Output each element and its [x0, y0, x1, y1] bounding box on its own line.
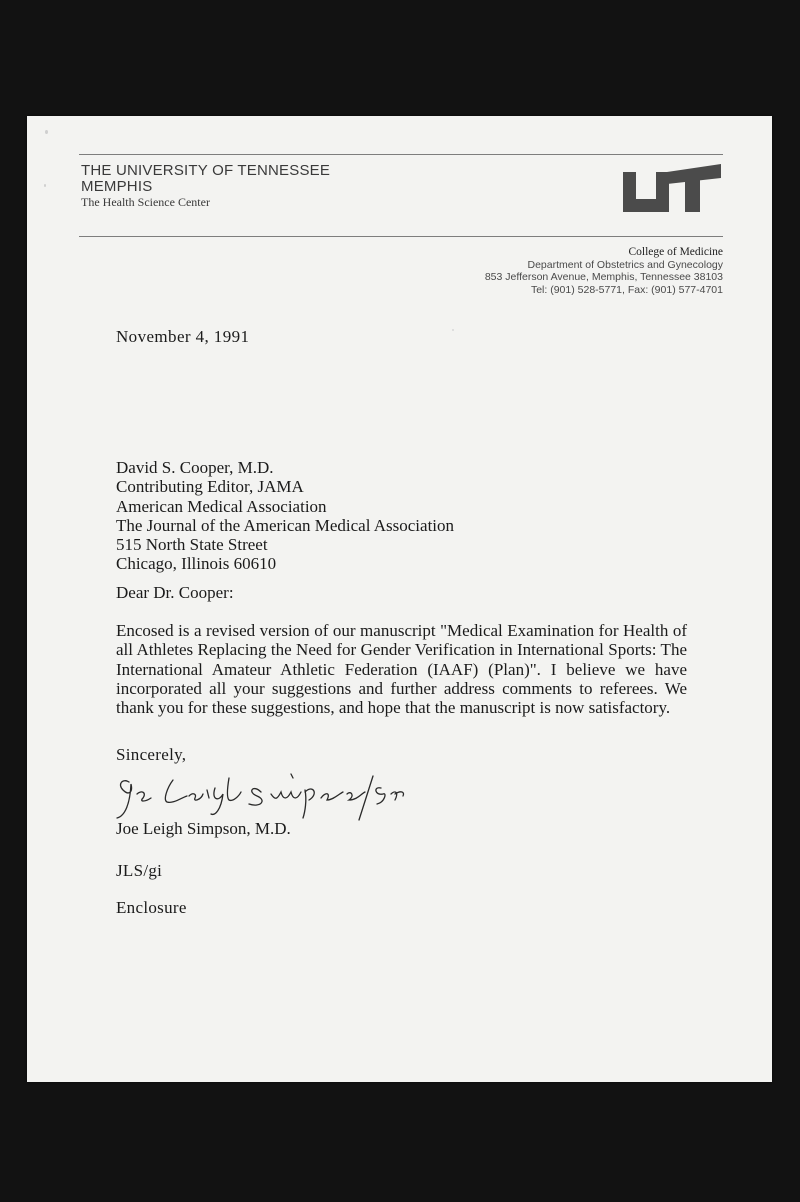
- recipient-line: Contributing Editor, JAMA: [116, 477, 304, 497]
- recipient-line: David S. Cooper, M.D.: [116, 458, 274, 477]
- department-name: Department of Obstetrics and Gynecology: [527, 258, 723, 271]
- signer-name: Joe Leigh Simpson, M.D.: [116, 819, 291, 838]
- closing: Sincerely,: [116, 745, 187, 764]
- university-name: THE UNIVERSITY OF TENNESSEE: [81, 162, 331, 179]
- recipient-line: American Medical Association: [116, 496, 327, 516]
- recipient-line: 515 North State Street: [116, 535, 268, 555]
- enclosure-note: Enclosure: [116, 898, 187, 917]
- header-top-rule: [79, 154, 723, 155]
- street-address: 853 Jefferson Avenue, Memphis, Tennessee 38103: [484, 271, 723, 284]
- phone-fax: Tel: (901) 528-5771, Fax: (901) 577-4701: [530, 284, 723, 297]
- recipient-line: The Journal of the American Medical Association: [116, 515, 455, 535]
- ut-logo: [623, 162, 721, 214]
- department-address-block: [485, 246, 723, 297]
- college-name: College of Medicine: [628, 246, 723, 258]
- salutation: Dear Dr. Cooper:: [116, 583, 234, 602]
- header-bottom-rule: [79, 236, 723, 237]
- university-city: MEMPHIS: [81, 178, 153, 195]
- letter-date: November 4, 1991: [116, 327, 250, 346]
- letter-page: [27, 116, 772, 1082]
- background-speck: [45, 130, 48, 134]
- letter-body: Encosed is a revised version of our manuscript "Medical Examination for Health of all Athletes Replacing the Need for Gender Verification in International Sports: The International Amateur Athletic Federation (IAAF) (Plan)". I believe we have incorporated all your suggestions and further address comments to referees. We thank you for these suggestions, and hope that the manuscript is now satisfactory.: [116, 621, 687, 718]
- typist-initials: JLS/gi: [116, 861, 163, 880]
- background-speck: [44, 184, 46, 187]
- paper-speck: [452, 329, 454, 331]
- recipient-line: Chicago, Illinois 60610: [116, 554, 277, 574]
- recipient-address: [116, 458, 454, 574]
- handwritten-signature: [111, 770, 411, 822]
- health-science-center: The Health Science Center: [81, 195, 210, 209]
